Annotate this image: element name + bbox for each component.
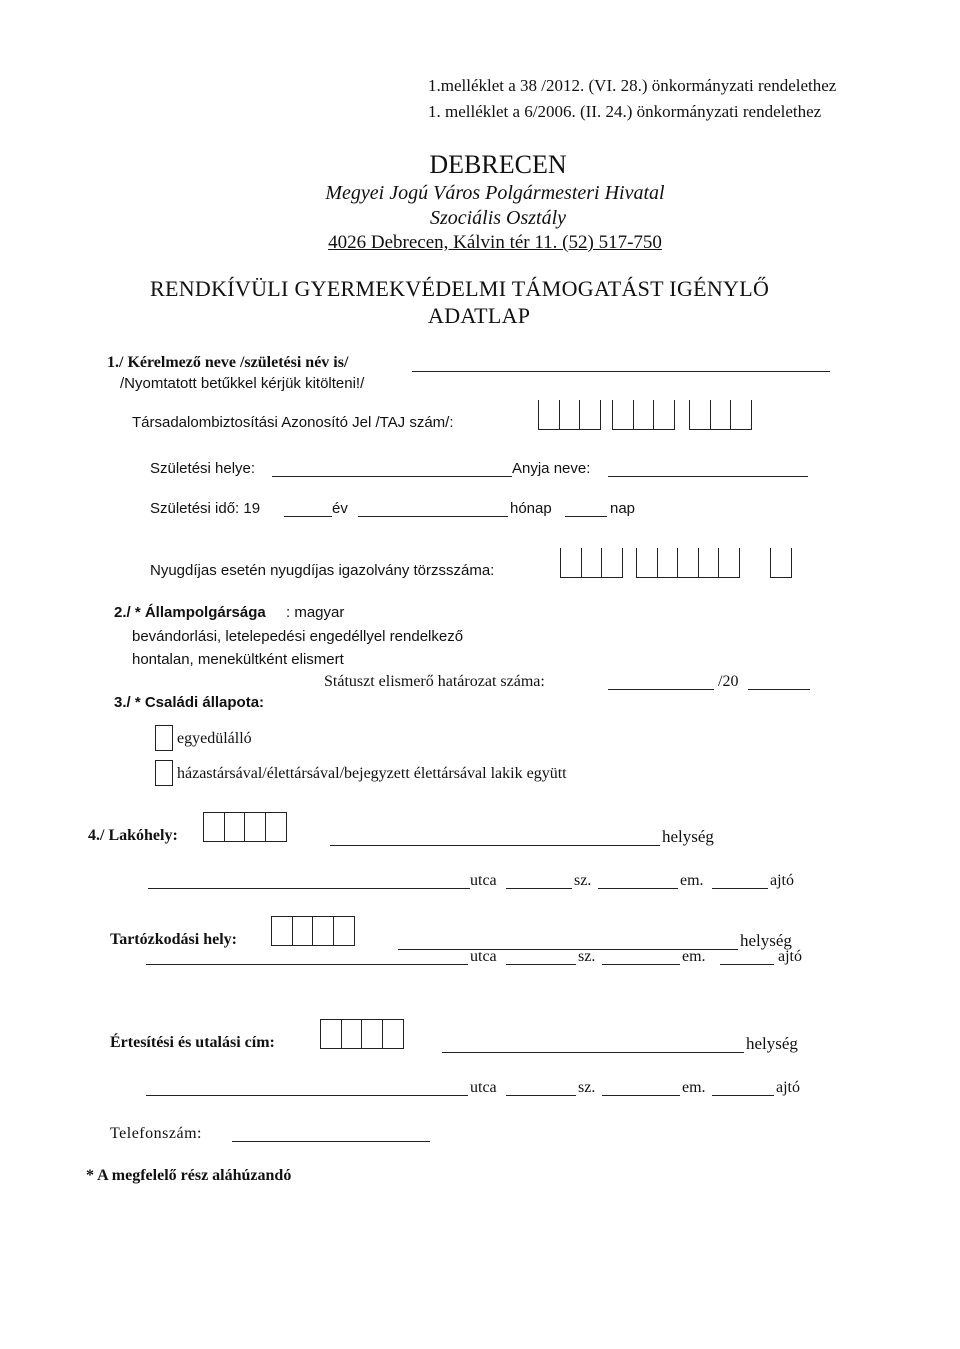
postcode-digit-box[interactable] xyxy=(203,812,225,842)
stay-floor-label: em. xyxy=(682,948,706,965)
stay-floor-field[interactable] xyxy=(602,964,680,965)
taj-label: Társadalombiztosítási Azonosító Jel /TAJ szám/: xyxy=(132,414,454,431)
notification-postcode-boxes[interactable] xyxy=(320,1019,402,1049)
birthplace-field[interactable] xyxy=(272,476,512,477)
year-label: év xyxy=(332,500,348,517)
postcode-digit-box[interactable] xyxy=(341,1019,363,1049)
pension-digit-box[interactable] xyxy=(718,548,740,578)
birth-day-field[interactable] xyxy=(565,516,607,517)
residence-number-label: sz. xyxy=(574,872,592,889)
postcode-digit-box[interactable] xyxy=(265,812,287,842)
residence-floor-field[interactable] xyxy=(598,888,678,889)
stay-address-label: Tartózkodási hely: xyxy=(110,931,237,948)
postcode-digit-box[interactable] xyxy=(224,812,246,842)
single-checkbox[interactable] xyxy=(155,725,173,751)
office-name: Megyei Jogú Város Polgármesteri Hivatal xyxy=(325,182,665,204)
residence-door-label: ajtó xyxy=(770,872,794,889)
residence-city-label: helység xyxy=(662,827,714,846)
taj-digit-box[interactable] xyxy=(579,400,601,430)
taj-digit-box[interactable] xyxy=(710,400,732,430)
notification-floor-label: em. xyxy=(682,1079,706,1096)
mother-name-label: Anyja neve: xyxy=(512,460,591,477)
footnote: * A megfelelő rész aláhúzandó xyxy=(86,1167,292,1184)
postcode-digit-box[interactable] xyxy=(292,916,314,946)
header-line-2: 1. melléklet a 6/2006. (II. 24.) önkormányzati rendelethez xyxy=(428,102,822,121)
residence-city-field[interactable] xyxy=(330,845,660,846)
postcode-digit-box[interactable] xyxy=(312,916,334,946)
taj-digit-box[interactable] xyxy=(730,400,752,430)
stay-door-label: ajtó xyxy=(778,948,802,965)
header-line-1: 1.melléklet a 38 /2012. (VI. 28.) önkormányzati rendelethez xyxy=(428,76,837,95)
month-label: hónap xyxy=(510,500,552,517)
notification-street-label: utca xyxy=(470,1079,497,1096)
residence-door-field[interactable] xyxy=(712,888,768,889)
notification-number-label: sz. xyxy=(578,1079,596,1096)
single-label: egyedülálló xyxy=(177,730,252,747)
postcode-digit-box[interactable] xyxy=(333,916,355,946)
phone-label: Telefonszám: xyxy=(110,1125,202,1142)
stay-street-field[interactable] xyxy=(146,964,468,965)
taj-digit-box[interactable] xyxy=(559,400,581,430)
stay-door-field[interactable] xyxy=(720,964,774,965)
office-address: 4026 Debrecen, Kálvin tér 11. (52) 517-750 xyxy=(328,232,662,253)
notification-city-label: helység xyxy=(746,1034,798,1053)
stay-street-label: utca xyxy=(470,948,497,965)
notification-door-label: ajtó xyxy=(776,1079,800,1096)
mother-name-field[interactable] xyxy=(608,476,808,477)
status-decision-label: Státuszt elismerő határozat száma: xyxy=(324,673,545,690)
pension-digit-box[interactable] xyxy=(657,548,679,578)
residence-label: 4./ Lakóhely: xyxy=(88,827,178,844)
birth-month-field[interactable] xyxy=(358,516,508,517)
stay-number-field[interactable] xyxy=(506,964,576,965)
cohabiting-label: házastársával/élettársával/bejegyzett élettársával lakik együtt xyxy=(177,765,567,782)
stay-postcode-boxes[interactable] xyxy=(271,916,353,946)
pension-digit-box[interactable] xyxy=(698,548,720,578)
postcode-digit-box[interactable] xyxy=(361,1019,383,1049)
stay-city-label: helység xyxy=(740,931,792,950)
postcode-digit-box[interactable] xyxy=(320,1019,342,1049)
pension-digit-box[interactable] xyxy=(601,548,623,578)
taj-boxes-3[interactable] xyxy=(689,400,751,430)
taj-boxes-1[interactable] xyxy=(538,400,600,430)
pension-boxes-2[interactable] xyxy=(636,548,739,578)
notification-door-field[interactable] xyxy=(712,1095,774,1096)
phone-field[interactable] xyxy=(232,1141,430,1142)
residence-floor-label: em. xyxy=(680,872,704,889)
taj-digit-box[interactable] xyxy=(612,400,634,430)
notification-number-field[interactable] xyxy=(506,1095,576,1096)
print-note: /Nyomtatott betűkkel kérjük kitölteni!/ xyxy=(120,375,365,392)
pension-boxes-1[interactable] xyxy=(560,548,622,578)
residence-number-field[interactable] xyxy=(506,888,572,889)
applicant-name-label: 1./ Kérelmező neve /születési név is/ xyxy=(107,354,349,371)
birthplace-label: Születési helye: xyxy=(150,460,256,477)
notification-city-field[interactable] xyxy=(442,1052,744,1053)
birthdate-label: Születési idő: 19 xyxy=(150,500,261,517)
taj-boxes-2[interactable] xyxy=(612,400,674,430)
postcode-digit-box[interactable] xyxy=(271,916,293,946)
office-dept: Szociális Osztály xyxy=(429,207,567,229)
status-decision-number-field[interactable] xyxy=(608,689,714,690)
form-title-2: ADATLAP xyxy=(428,303,531,328)
citizenship-label: 2./ * Állampolgársága xyxy=(114,604,266,621)
citizenship-hungarian[interactable]: : magyar xyxy=(286,604,345,621)
status-decision-year-label: /20 xyxy=(718,673,739,690)
pension-label: Nyugdíjas esetén nyugdíjas igazolvány törzsszáma: xyxy=(150,562,495,579)
citizenship-refugee[interactable]: hontalan, menekültként elismert xyxy=(132,651,344,668)
marital-status-label: 3./ * Családi állapota: xyxy=(114,694,265,711)
day-label: nap xyxy=(610,500,636,517)
citizenship-immigrant[interactable]: bevándorlási, letelepedési engedéllyel rendelkező xyxy=(132,628,464,645)
stay-number-label: sz. xyxy=(578,948,596,965)
postcode-digit-box[interactable] xyxy=(244,812,266,842)
pension-digit-box[interactable] xyxy=(770,548,792,578)
pension-digit-box[interactable] xyxy=(636,548,658,578)
notification-address-label: Értesítési és utalási cím: xyxy=(110,1034,275,1051)
taj-digit-box[interactable] xyxy=(538,400,560,430)
taj-digit-box[interactable] xyxy=(633,400,655,430)
residence-street-field[interactable] xyxy=(148,888,470,889)
postcode-digit-box[interactable] xyxy=(382,1019,404,1049)
pension-digit-box[interactable] xyxy=(560,548,582,578)
residence-street-label: utca xyxy=(470,872,497,889)
status-decision-year-field[interactable] xyxy=(748,689,810,690)
pension-boxes-3[interactable] xyxy=(770,548,791,578)
pension-digit-box[interactable] xyxy=(581,548,603,578)
office-city: DEBRECEN xyxy=(429,150,567,179)
birth-year-field[interactable] xyxy=(284,516,332,517)
residence-postcode-boxes[interactable] xyxy=(203,812,285,842)
applicant-name-field[interactable] xyxy=(412,371,830,372)
taj-digit-box[interactable] xyxy=(653,400,675,430)
form-title: RENDKÍVÜLI GYERMEKVÉDELMI TÁMOGATÁST IGÉNYLŐ xyxy=(150,276,770,301)
pension-digit-box[interactable] xyxy=(677,548,699,578)
notification-floor-field[interactable] xyxy=(602,1095,680,1096)
cohabiting-checkbox[interactable] xyxy=(155,760,173,786)
taj-digit-box[interactable] xyxy=(689,400,711,430)
notification-street-field[interactable] xyxy=(146,1095,468,1096)
